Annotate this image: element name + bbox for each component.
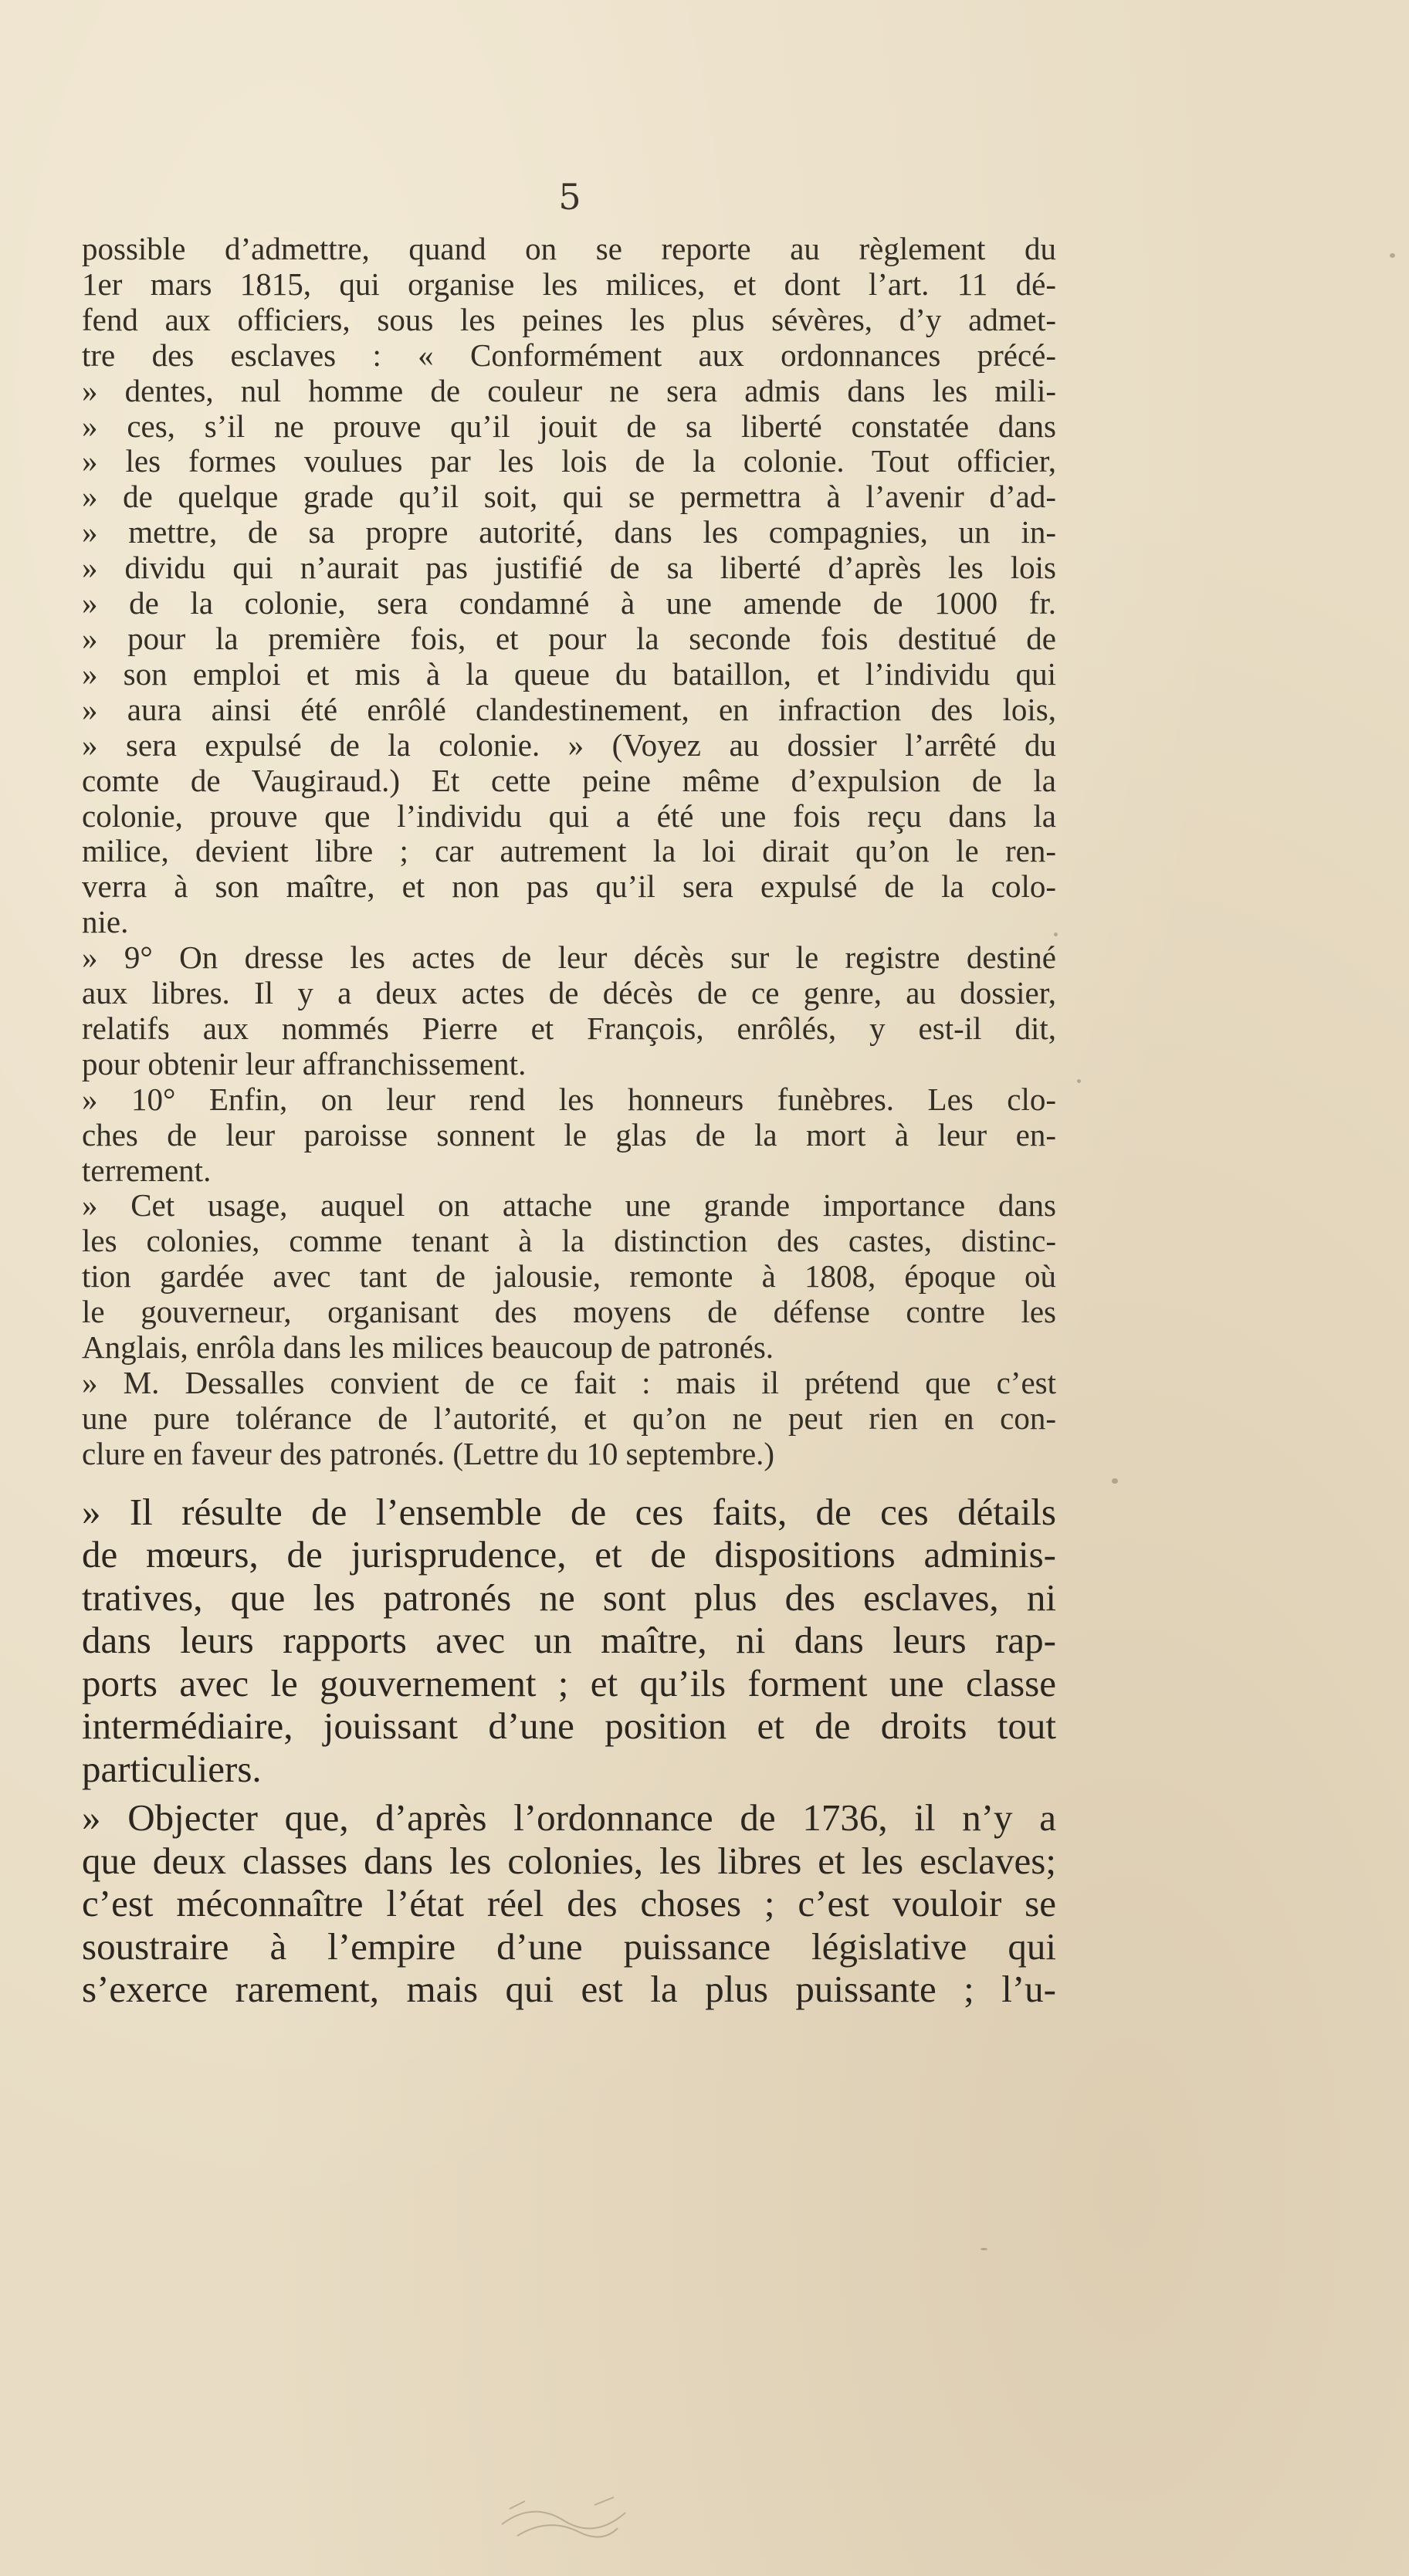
text-line: » mettre, de sa propre autorité, dans les compagnies, un in- [82,514,1056,550]
text-line: terrement. [82,1152,212,1188]
text-line: s’exerce rarement, mais qui est la plus puissante ; l’u- [82,1968,1056,2011]
text-line: nie. [82,904,129,940]
text-line: ches de leur paroisse sonnent le glas de la mort à leur en- [82,1116,1056,1153]
text-line: » Objecter que, d’après l’ordonnance de 1736, il n’y a [82,1796,1056,1840]
text-line: que deux classes dans les colonies, les libres et les esclaves; [82,1839,1056,1882]
text-line: Anglais, enrôla dans les milices beaucoup de patronés. [82,1329,774,1366]
text-line: de mœurs, de jurisprudence, et de dispositions adminis- [82,1533,1056,1576]
text-line: possible d’admettre, quand on se reporte au règlement du [82,231,1056,266]
text-line: » de la colonie, sera condamné à une amende de 1000 fr. [82,585,1056,621]
paper-speck [888,963,892,967]
text-line: » les formes voulues par les lois de la colonie. Tout officier, [82,443,1056,479]
text-line: intermédiaire, jouissant d’une position et de droits tout [82,1704,1056,1748]
text-line: » aura ainsi été enrôlé clandestinement, en infraction des lois, [82,691,1056,727]
paragraph-death-registers [82,940,1056,1082]
paragraph-conclusion [82,1491,1056,1791]
text-line: clure en faveur des patronés. (Lettre du 10 septembre.) [82,1435,775,1471]
text-line: les colonies, comme tenant à la distinction des castes, distinc- [82,1223,1056,1259]
text-line: aux libres. Il y a deux actes de décès de ce genre, au dossier, [82,975,1056,1011]
text-line: 1er mars 1815, qui organise les milices, et dont l’art. 11 dé- [82,266,1056,302]
text-line: » son emploi et mis à la queue du bataillon, et l’individu qui [82,655,1056,692]
text-line: tion gardée avec tant de jalousie, remonte à 1808, époque où [82,1258,1056,1295]
text-line: c’est méconnaître l’état réel des choses ; c’est vouloir se [82,1882,1056,1925]
paper-speck [981,2248,987,2250]
text-line: milice, devient libre ; car autrement la loi dirait qu’on le ren- [82,833,1056,869]
text-line: colonie, prouve que l’individu qui a été une fois reçu dans la [82,797,1056,834]
text-line: » 9° On dresse les actes de leur décès sur le registre destiné [82,939,1056,976]
paper-speck [1112,1478,1118,1484]
paper-speck [1054,933,1058,936]
text-line: » pour la première fois, et pour la seconde fois destitué de [82,620,1056,656]
text-line: tratives, que les patronés ne sont plus des esclaves, ni [82,1576,1056,1619]
text-line: ports avec le gouvernement ; et qu’ils forment une classe [82,1661,1056,1704]
text-line: particuliers. [82,1747,262,1790]
text-line: » M. Dessalles convient de ce fait : mais il prétend que c’est [82,1365,1056,1400]
paragraph-objection-1736 [82,1796,1056,2011]
text-line: verra à son maître, et non pas qu’il sera expulsé de la colo- [82,868,1056,905]
text-line: une pure tolérance de l’autorité, et qu’on ne peut rien en con- [82,1400,1056,1436]
text-line: » Cet usage, auquel on attache une grande importance dans [82,1187,1056,1224]
paragraph-militia-regulation [82,232,1056,940]
text-line: le gouverneur, organisant des moyens de défense contre les [82,1294,1056,1330]
paragraph-usage-1808 [82,1188,1056,1366]
text-line: pour obtenir leur affranchissement. [82,1045,527,1082]
text-line: fend aux officiers, sous les peines les plus sévères, d’y admet- [82,301,1056,337]
paper-speck [1077,1079,1081,1083]
text-line: » Il résulte de l’ensemble de ces faits, de ces détails [82,1490,1056,1533]
text-line: » ces, s’il ne prouve qu’il jouit de sa liberté constatée dans [82,408,1056,444]
text-line: » sera expulsé de la colonie. » (Voyez au dossier l’arrêté du [82,726,1056,763]
printer-ornament [479,2478,649,2547]
text-line: tre des esclaves : « Conformément aux ordonnances précé- [82,337,1056,373]
text-line: soustraire à l’empire d’une puissance législative qui [82,1924,1056,1968]
paragraph-funeral-honors [82,1082,1056,1189]
text-line: relatifs aux nommés Pierre et François, enrôlés, y est-il dit, [82,1010,1056,1046]
text-line: » 10° Enfin, on leur rend les honneurs funèbres. Les clo- [82,1081,1056,1117]
text-line: » dentes, nul homme de couleur ne sera admis dans les mili- [82,372,1056,408]
paragraph-dessalles [82,1366,1056,1472]
body-text [82,232,1056,2011]
text-line: dans leurs rapports avec un maître, ni dans leurs rap- [82,1619,1056,1662]
text-line: » dividu qui n’aurait pas justifié de sa liberté d’après les lois [82,550,1056,586]
page-number: 5 [558,176,581,218]
text-line: » de quelque grade qu’il soit, qui se permettra à l’avenir d’ad- [82,479,1056,515]
text-line: comte de Vaugiraud.) Et cette peine même d’expulsion de la [82,762,1056,798]
paper-speck [1390,253,1395,258]
